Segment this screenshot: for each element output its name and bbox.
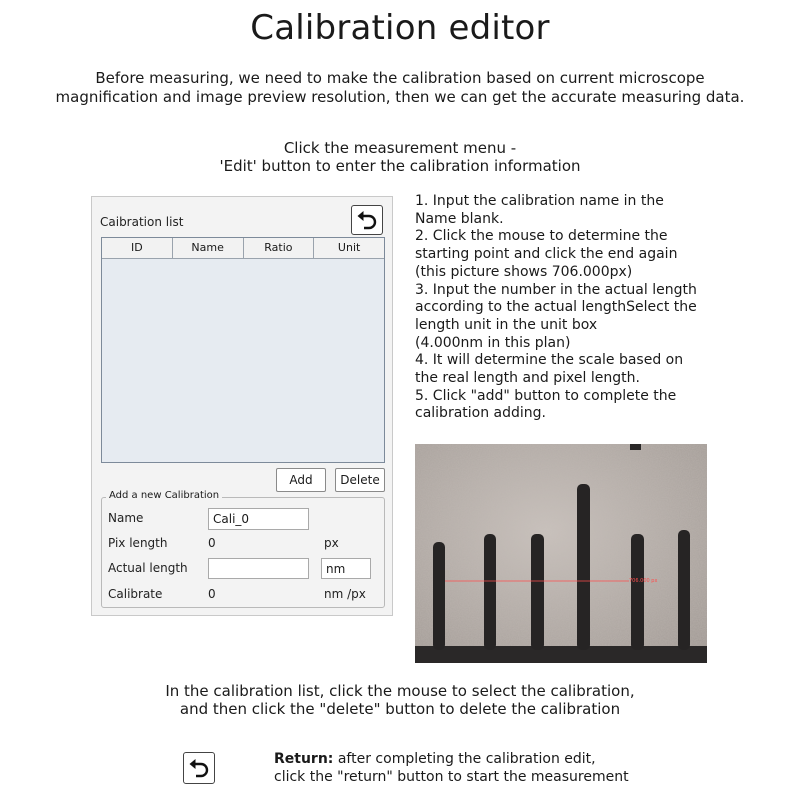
delete-button[interactable]: Delete (335, 468, 385, 492)
column-name[interactable]: Name (173, 238, 244, 259)
return-button-example[interactable] (183, 752, 215, 784)
undo-arrow-icon (188, 758, 210, 778)
scale-tick (631, 534, 644, 650)
undo-arrow-icon (356, 210, 378, 230)
actual-length-label: Actual length (108, 561, 188, 575)
calibration-dialog (91, 196, 393, 616)
return-note-rest: after completing the calibration edit, (333, 751, 596, 767)
scale-tick-major (577, 484, 590, 650)
menu-instruction-line-1: Click the measurement menu - (283, 139, 517, 157)
step-line: length unit in the unit box (415, 316, 598, 333)
calibration-list[interactable] (101, 237, 385, 463)
return-note-bold: Return: (274, 751, 334, 767)
calibration-list-header (102, 238, 384, 259)
intro-line-1: Before measuring, we need to make the calibration based on current microscope (95, 69, 705, 87)
scale-top-mark (630, 444, 641, 450)
pix-length-value: 0 (208, 536, 216, 550)
return-button[interactable] (351, 205, 383, 235)
step-line: (4.000nm in this plan) (415, 334, 571, 351)
step-line: starting point and click the end again (415, 246, 678, 263)
intro-line-2: magnification and image preview resolution, then we can get the accurate measuring data. (55, 88, 745, 106)
step-line: 5. Click "add" button to complete the (415, 387, 677, 404)
scale-base-band (415, 646, 707, 663)
return-note-line-1 (274, 750, 629, 768)
page-title: Calibration editor (250, 8, 550, 48)
column-id[interactable]: ID (102, 238, 173, 259)
return-note-line-2: click the "return" button to start the measurement (274, 769, 629, 785)
step-line: 3. Input the number in the actual length (415, 281, 697, 298)
name-input[interactable]: Cali_0 (208, 508, 309, 530)
scale-tick (531, 534, 544, 650)
step-line: the real length and pixel length. (415, 370, 640, 387)
image-grain (415, 444, 707, 663)
step-line: Name blank. (415, 210, 504, 227)
step-line: according to the actual lengthSelect the (415, 299, 697, 316)
actual-length-input[interactable] (208, 558, 309, 579)
name-label: Name (108, 511, 144, 525)
scale-tick (678, 530, 690, 650)
step-line: 4. It will determine the scale based on (415, 352, 684, 369)
menu-instruction-line-2: 'Edit' button to enter the calibration information (219, 157, 581, 175)
pix-length-label: Pix length (108, 536, 168, 550)
pix-length-unit: px (324, 536, 339, 550)
return-note (274, 750, 629, 786)
step-line: calibration adding. (415, 405, 546, 422)
add-calibration-group-label: Add a new Calibration (106, 490, 222, 501)
calibrate-value: 0 (208, 587, 216, 601)
calibrate-label: Calibrate (108, 587, 163, 601)
calibrate-unit: nm /px (324, 587, 366, 601)
step-line: 2. Click the mouse to determine the (415, 228, 668, 245)
calibration-list-label: Caibration list (100, 215, 184, 229)
delete-note-line-2: and then click the "delete" button to delete the calibration (179, 700, 621, 718)
scale-tick (484, 534, 496, 650)
microscope-scale-image (415, 444, 707, 663)
column-ratio[interactable]: Ratio (244, 238, 315, 259)
calibration-steps (415, 193, 715, 423)
add-button[interactable]: Add (276, 468, 326, 492)
delete-note-line-1: In the calibration list, click the mouse to select the calibration, (165, 682, 635, 700)
scale-tick (433, 542, 445, 650)
step-line: 1. Input the calibration name in the (415, 193, 664, 209)
measure-label: 706.000 px (629, 578, 658, 584)
column-unit[interactable]: Unit (314, 238, 384, 259)
step-line: (this picture shows 706.000px) (415, 263, 633, 280)
unit-select[interactable]: nm (321, 558, 371, 579)
